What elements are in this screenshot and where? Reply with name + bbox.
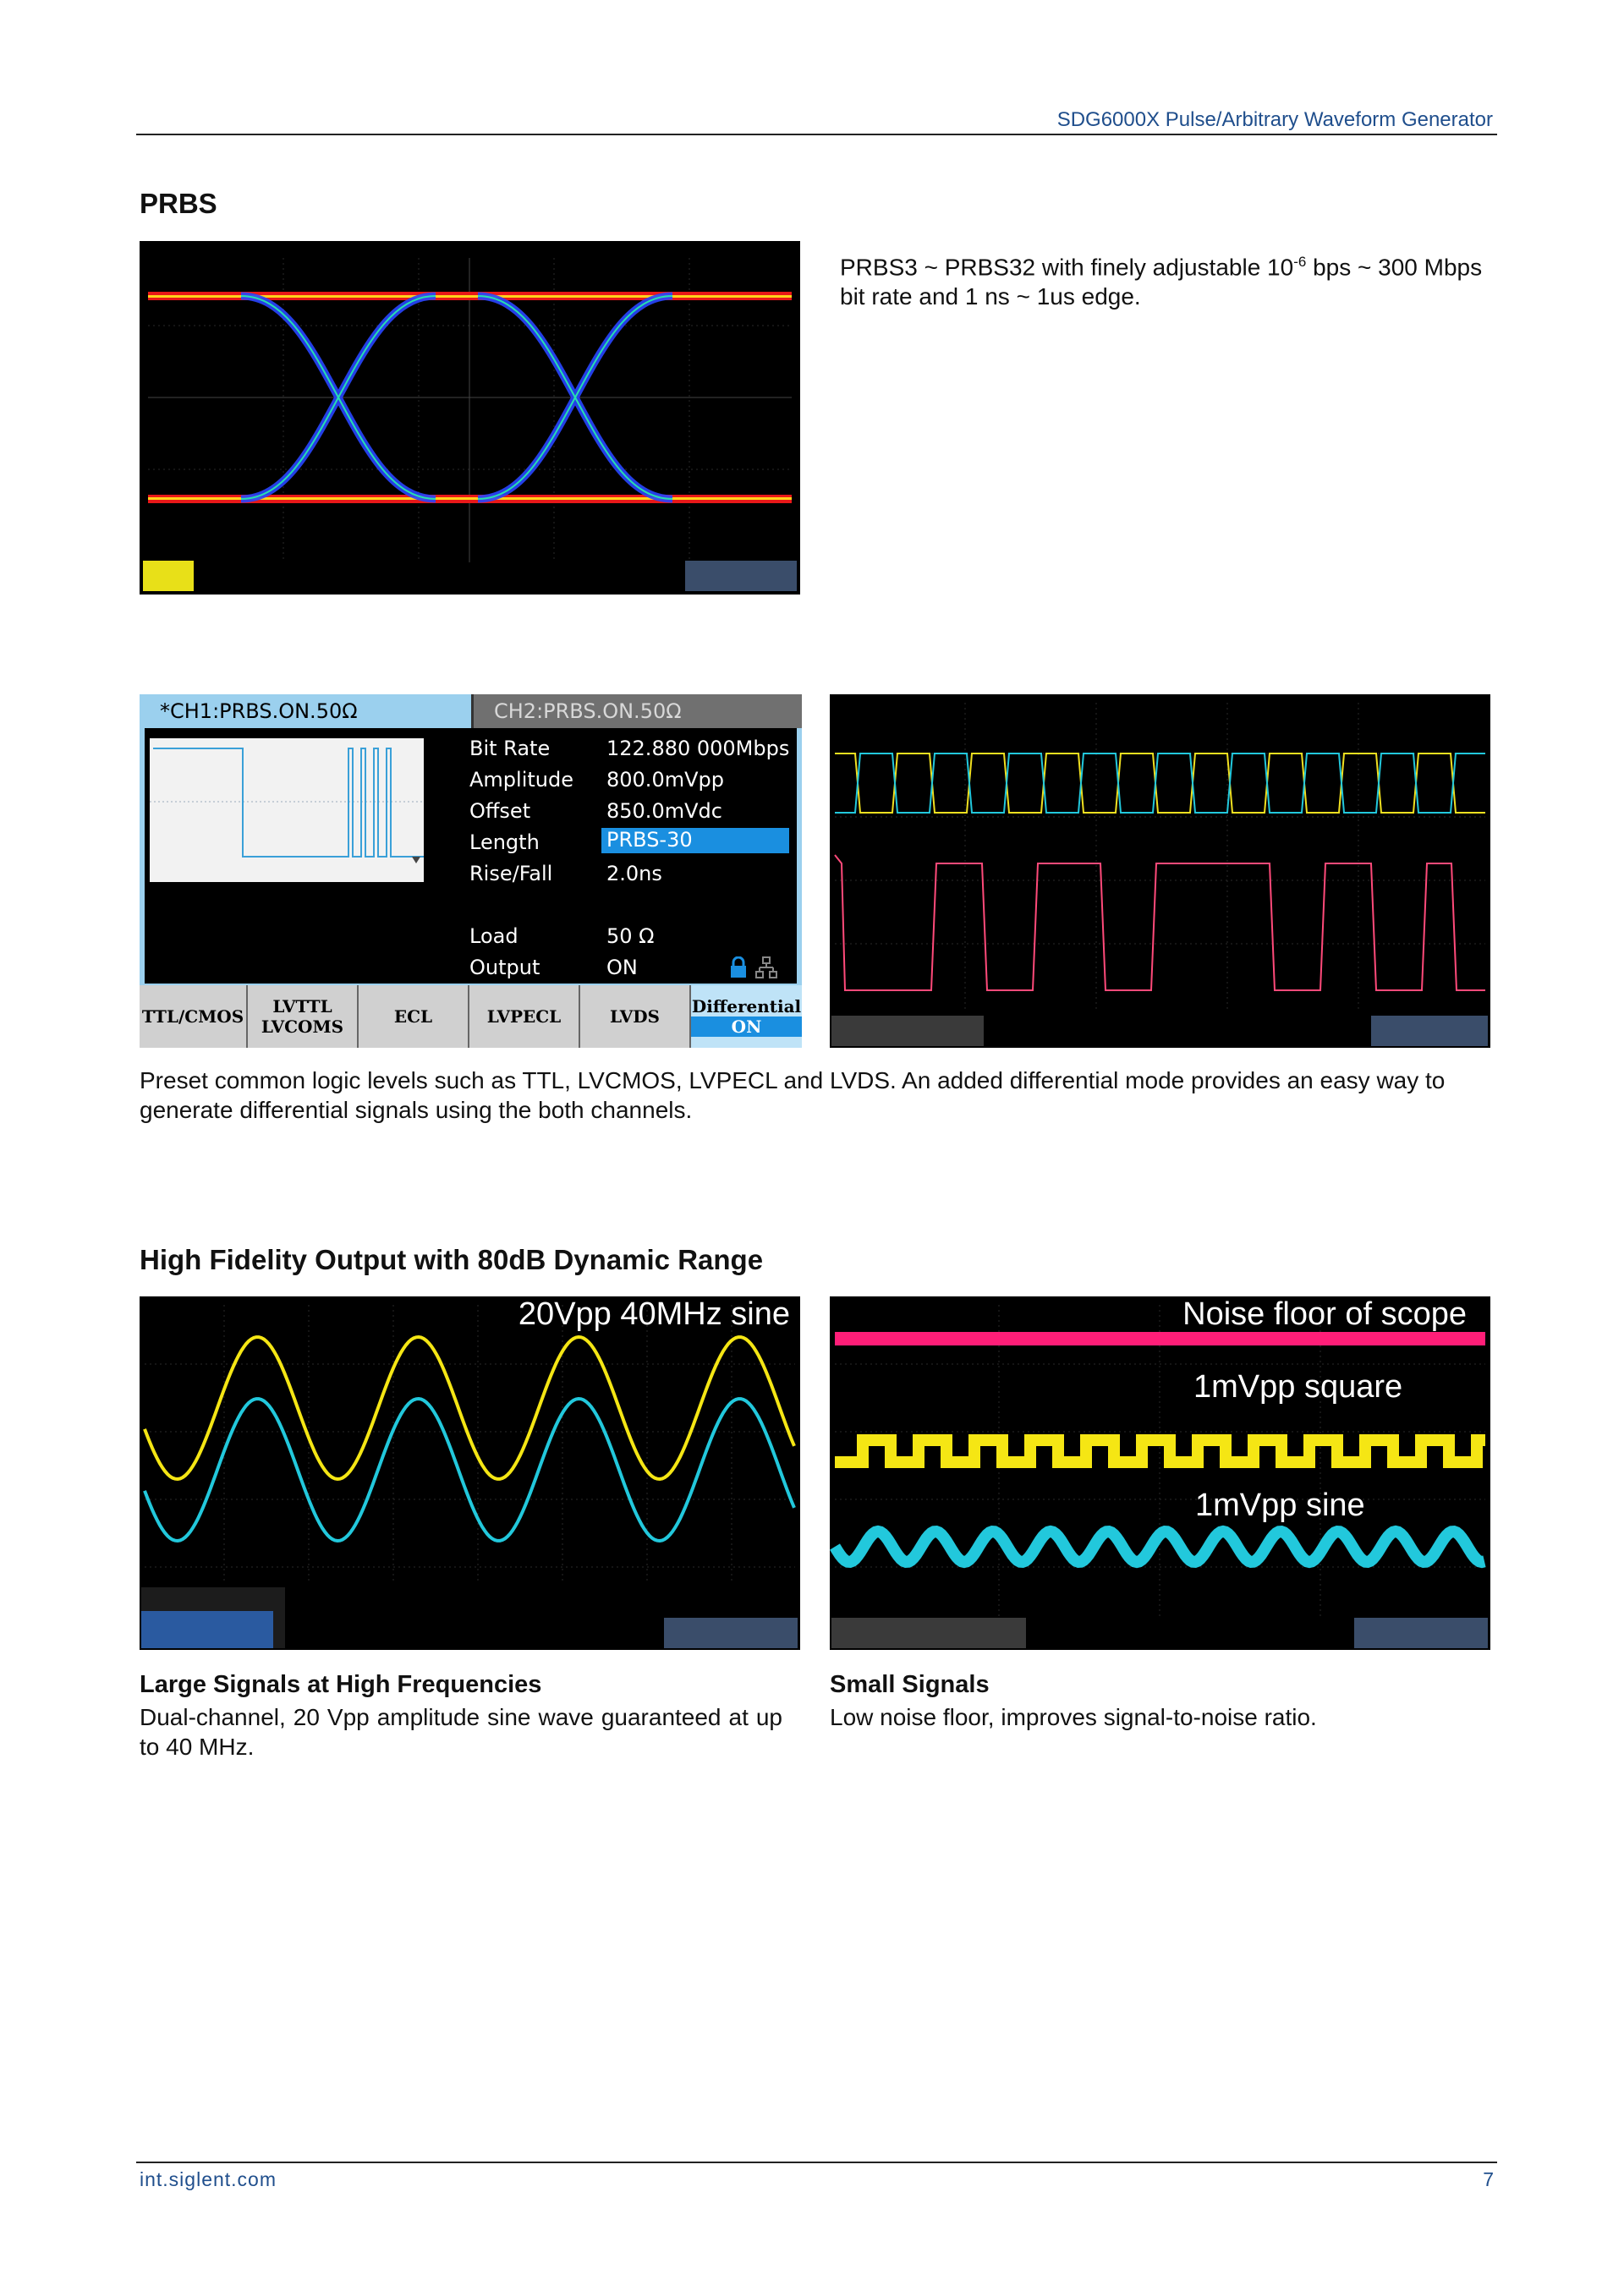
- prbs-eye-diagram-image: [140, 241, 800, 595]
- small-signal-scope-image: [830, 1296, 1490, 1650]
- param-length-label: Length: [469, 830, 540, 854]
- prbs-desc-exponent: -6: [1293, 254, 1307, 270]
- param-bitrate-label: Bit Rate: [469, 737, 551, 760]
- ecl-button[interactable]: [359, 985, 469, 1048]
- tab-ch1[interactable]: *CH1:PRBS.ON.50Ω: [140, 694, 471, 728]
- prbs-heading: PRBS: [140, 188, 217, 219]
- footer-rule: [136, 2162, 1497, 2163]
- large-signal-description: Dual-channel, 20 Vpp amplitude sine wave guaranteed at up to 40 MHz.: [140, 1704, 782, 1760]
- generator-ui-screenshot: [140, 694, 802, 1048]
- header-rule: [136, 134, 1497, 135]
- large-signal-title: Large Signals at High Frequencies: [140, 1671, 542, 1698]
- footer-website[interactable]: int.siglent.com: [140, 2168, 277, 2190]
- generator-display: [145, 728, 797, 984]
- param-risefall-label: Rise/Fall: [469, 862, 553, 885]
- small-signal-description: Low noise floor, improves signal-to-noise ratio.: [830, 1704, 1317, 1730]
- document-title: SDG6000X Pulse/Arbitrary Waveform Generator: [1056, 108, 1493, 131]
- param-bitrate-value[interactable]: 122.880 000Mbps: [606, 737, 790, 760]
- network-icon: [755, 956, 777, 978]
- logic-levels-description: Preset common logic levels such as TTL, LVCMOS, LVPECL and LVDS. An added differential mode provides an easy way to generate differential signals using the both channels.: [140, 1067, 1446, 1123]
- param-load-value[interactable]: 50 Ω: [606, 924, 655, 948]
- param-offset-label: Offset: [469, 799, 531, 823]
- large-signal-label: 20Vpp 40MHz sine: [518, 1296, 790, 1332]
- lvds-button[interactable]: [580, 985, 691, 1048]
- large-signal-scope-image: [140, 1296, 800, 1650]
- lvttl-lvcmos-button[interactable]: [248, 985, 359, 1048]
- square-label: 1mVpp square: [1193, 1369, 1403, 1405]
- param-amplitude-label: Amplitude: [469, 768, 573, 792]
- ttl-cmos-button[interactable]: [140, 985, 248, 1048]
- fidelity-heading: High Fidelity Output with 80dB Dynamic Range: [140, 1244, 764, 1275]
- param-load-label: Load: [469, 924, 518, 948]
- differential-state: ON: [691, 1016, 802, 1037]
- param-length-value[interactable]: PRBS-30: [601, 828, 789, 853]
- lvpecl-label: LVPECL: [486, 1006, 562, 1027]
- lvttl-label: LVTTL: [272, 996, 332, 1016]
- noise-floor-label: Noise floor of scope: [1182, 1296, 1467, 1332]
- sine-label: 1mVpp sine: [1195, 1488, 1365, 1523]
- lock-icon: [730, 956, 747, 978]
- prbs-desc-text-end: bps ~ 300 Mbps bit rate and 1 ns ~ 1us edge.: [840, 254, 1483, 310]
- param-offset-value[interactable]: 850.0mVdc: [606, 799, 722, 823]
- ecl-label: ECL: [393, 1006, 433, 1027]
- page-number: 7: [1483, 2168, 1495, 2190]
- tab-ch2[interactable]: CH2:PRBS.ON.50Ω: [471, 694, 802, 728]
- lvcoms-label: LVCOMS: [261, 1016, 344, 1037]
- differential-label: Differential: [691, 996, 802, 1016]
- prbs-waveform-preview: [150, 738, 424, 882]
- differential-scope-image: [830, 694, 1490, 1048]
- param-output-value[interactable]: ON: [606, 956, 638, 979]
- differential-button[interactable]: [691, 985, 802, 1048]
- param-output-label: Output: [469, 956, 540, 979]
- prbs-description: [840, 247, 1483, 311]
- prbs-desc-text: PRBS3 ~ PRBS32 with finely adjustable 10: [840, 254, 1294, 281]
- lvpecl-button[interactable]: [469, 985, 580, 1048]
- ttl-cmos-label: TTL/CMOS: [141, 1006, 244, 1027]
- logic-preset-softkeys: [140, 985, 802, 1048]
- param-risefall-value[interactable]: 2.0ns: [606, 862, 662, 885]
- small-signal-title: Small Signals: [830, 1671, 990, 1698]
- param-amplitude-value[interactable]: 800.0mVpp: [606, 768, 724, 792]
- lvds-label: LVDS: [610, 1006, 660, 1027]
